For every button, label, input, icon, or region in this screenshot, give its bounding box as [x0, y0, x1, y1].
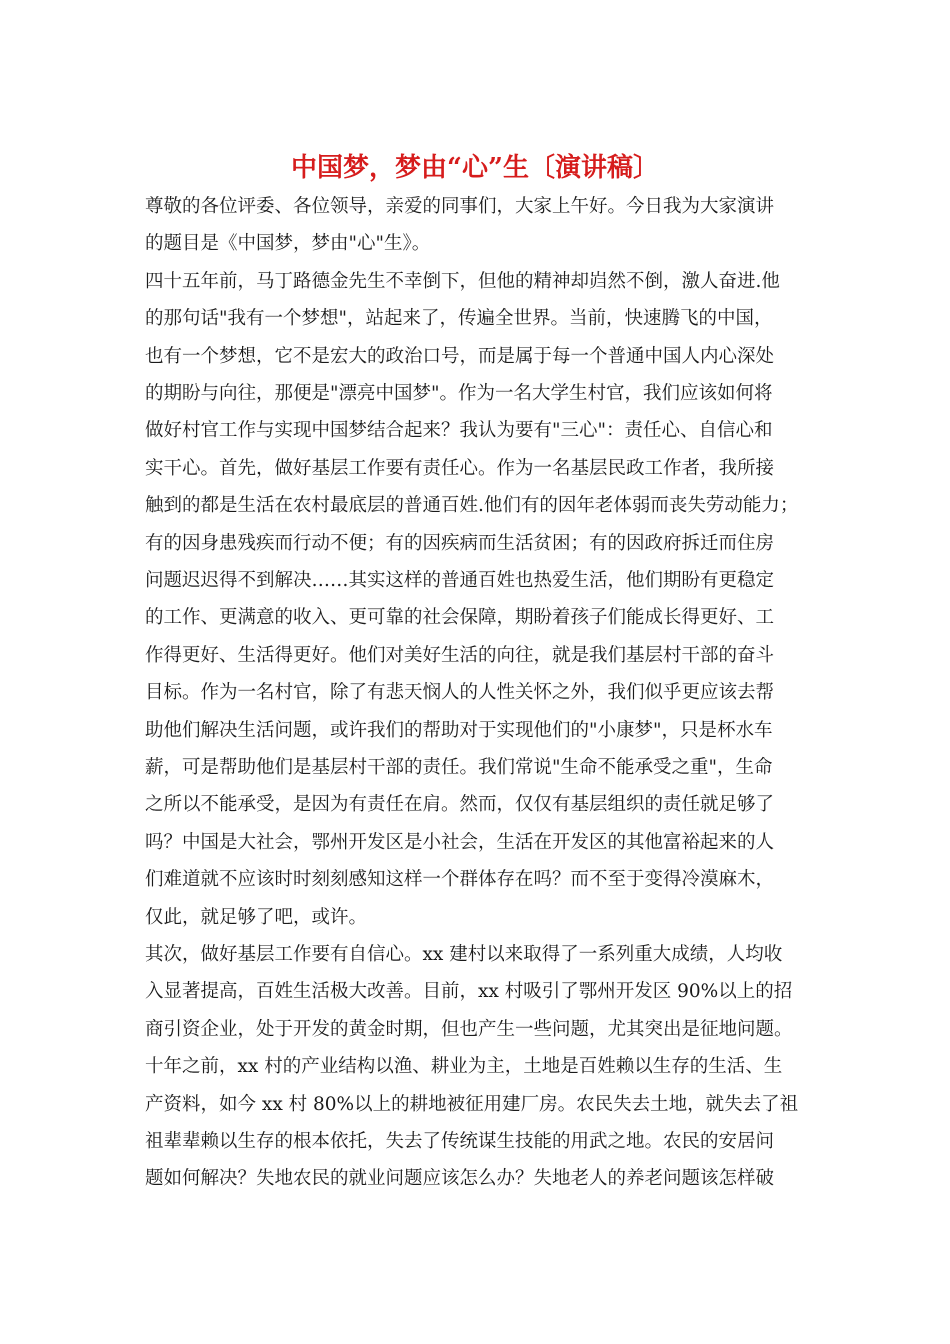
text-line: 薪，可是帮助他们是基层村干部的责任。我们常说"生命不能承受之重"，生命	[145, 757, 773, 778]
text-line: 助他们解决生活问题，或许我们的帮助对于实现他们的"小康梦"，只是杯水车	[145, 719, 773, 741]
text-line: 做好村官工作与实现中国梦结合起来？我认为要有"三心"：责任心、自信心和	[145, 420, 773, 442]
text-line: 吗？中国是大社会，鄂州开发区是小社会，生活在开发区的其他富裕起来的人	[145, 831, 775, 853]
text-line: 商引资企业，处于开发的黄金时期，但也产生一些问题，尤其突出是征地问题。	[145, 1018, 793, 1040]
text-line: 问题迟迟得不到解决……其实这样的普通百姓也热爱生活，他们期盼有更稳定	[145, 570, 775, 591]
text-line: 实干心。首先，做好基层工作要有责任心。作为一名基层民政工作者，我所接	[145, 457, 775, 479]
text-line: 目标。作为一名村官，除了有悲天悯人的人性关怀之外，我们似乎更应该去帮	[145, 682, 775, 704]
text-line: 也有一个梦想，它不是宏大的政治口号，而是属于每一个普通中国人内心深处	[145, 345, 775, 367]
text-line: 之所以不能承受，是因为有责任在肩。然而，仅仅有基层组织的责任就足够了	[145, 794, 775, 816]
text-line: 入显著提高，百姓生活极大改善。目前，xx 村吸引了鄂州开发区 90%以上的招	[145, 981, 793, 1003]
text-line: 十年之前，xx 村的产业结构以渔、耕业为主，土地是百姓赖以生存的生活、生	[145, 1056, 783, 1078]
text-line: 们难道就不应该时时刻刻感知这样一个群体存在吗？而不至于变得冷漠麻木，	[145, 869, 775, 891]
text-line: 有的因身患残疾而行动不便；有的因疾病而生活贫困；有的因政府拆迁而住房	[145, 532, 775, 554]
text-line: 产资料，如今 xx 村 80%以上的耕地被征用建厂房。农民失去土地，就失去了祖	[145, 1093, 799, 1115]
text-line: 仅此，就足够了吧，或许。	[145, 906, 368, 928]
text-line: 触到的都是生活在农村最底层的普通百姓.他们有的因年老体弱而丧失劳动能力；	[145, 495, 799, 517]
text-line: 的期盼与向往，那便是"漂亮中国梦"。作为一名大学生村官，我们应该如何将	[145, 383, 773, 404]
document-title: 中国梦，梦由“心”生〔演讲稿〕	[291, 153, 659, 183]
text-line: 题如何解决？失地农民的就业问题应该怎么办？失地老人的养老问题该怎样破	[145, 1168, 775, 1190]
text-line: 其次，做好基层工作要有自信心。xx 建村以来取得了一系列重大成绩，人均收	[145, 944, 783, 965]
text-line: 作得更好、生活得更好。他们对美好生活的向往，就是我们基层村干部的奋斗	[145, 644, 775, 666]
text-line: 的那句话"我有一个梦想"，站起来了，传遍全世界。当前，快速腾飞的中国，	[145, 308, 773, 330]
text-line: 四十五年前，马丁路德金先生不幸倒下，但他的精神却岿然不倒，激人奋进.他	[145, 270, 780, 292]
text-line: 的工作、更满意的收入、更可靠的社会保障，期盼着孩子们能成长得更好、工	[145, 607, 775, 629]
text-line: 尊敬的各位评委、各位领导，亲爱的同事们，大家上午好。今日我为大家演讲	[145, 196, 775, 217]
text-line: 祖辈辈赖以生存的根本依托，失去了传统谋生技能的用武之地。农民的安居问	[145, 1131, 775, 1152]
text-line: 的题目是《中国梦，梦由"心"生》。	[145, 233, 431, 255]
